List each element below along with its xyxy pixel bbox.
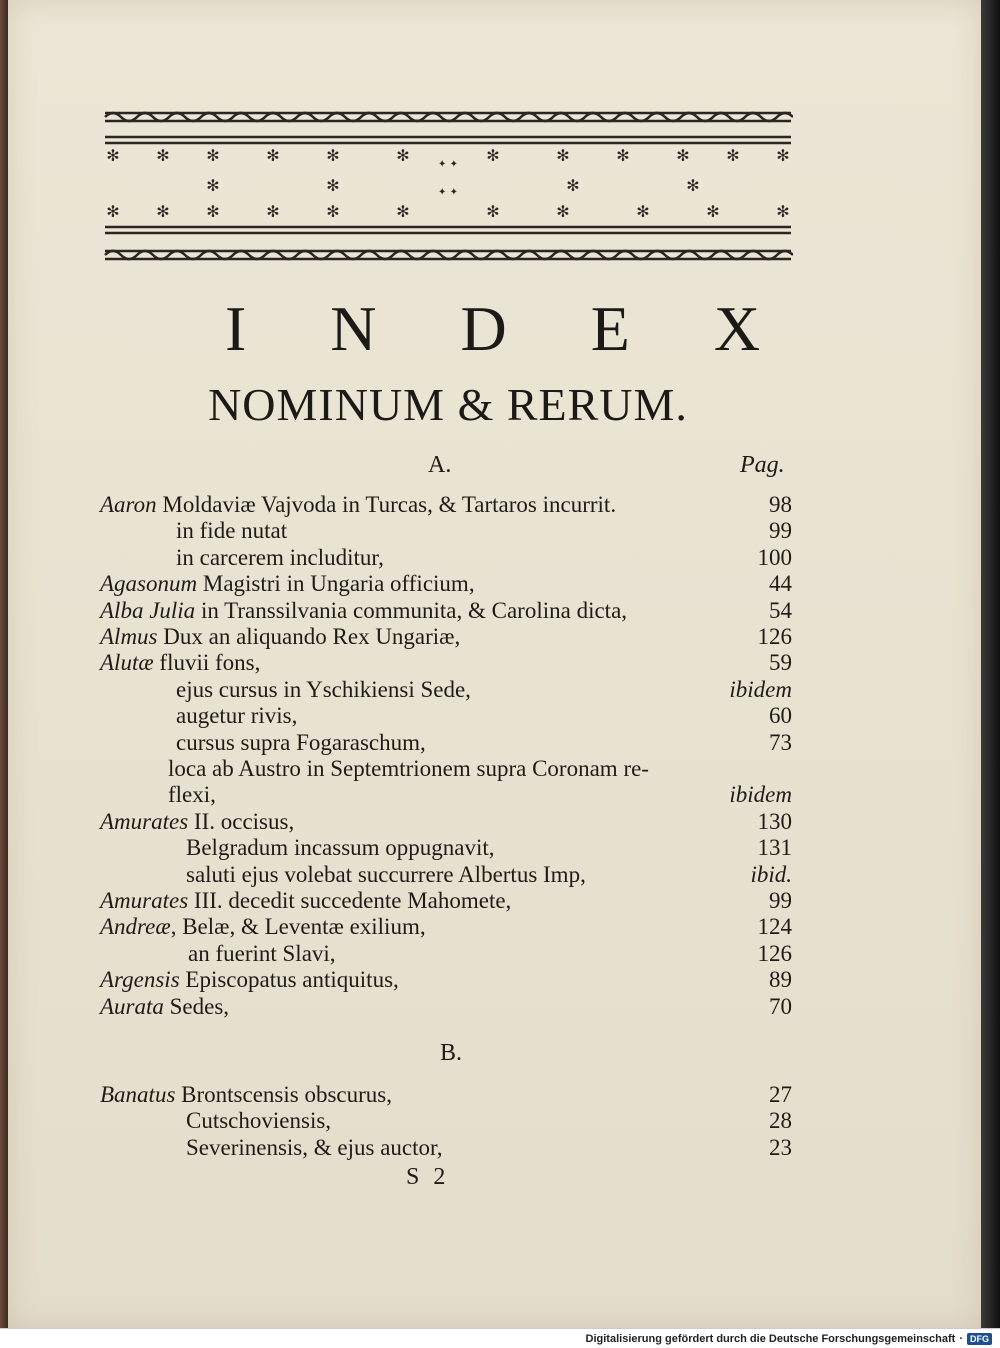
- svg-text:✻: ✻: [326, 146, 340, 165]
- digitization-credit-bar: Digitalisierung gefördert durch die Deutsche Forschungsgemeinschaft · DFG: [0, 1328, 1000, 1348]
- svg-text:✻: ✻: [326, 176, 340, 195]
- svg-text:✻: ✻: [156, 146, 170, 165]
- entry-text: in carcerem includitur,: [176, 544, 384, 570]
- entry-text: augetur rivis,: [176, 703, 298, 729]
- ornamental-header-band: [103, 105, 793, 265]
- entry-text: Brontscensis obscurus,: [175, 1082, 392, 1107]
- index-entry: [168, 756, 649, 782]
- entry-page-number: 126: [757, 940, 792, 966]
- index-entry: [168, 782, 216, 808]
- entry-page-number: 73: [769, 729, 792, 755]
- page-subtitle: NOMINUM & RERUM.: [208, 379, 688, 430]
- entry-page-number: 130: [757, 808, 792, 834]
- entry-page-number: 44: [769, 571, 792, 597]
- entry-page-number: 124: [757, 914, 792, 940]
- entry-page-number: 99: [769, 518, 792, 544]
- entry-page-number: 89: [769, 967, 792, 993]
- index-entry: [176, 677, 471, 703]
- index-entry: [100, 967, 399, 993]
- index-entry: [186, 1108, 331, 1134]
- entry-keyword: Aaron: [100, 492, 157, 517]
- entry-text: in Transsilvania communita, & Carolina dicta,: [195, 597, 628, 623]
- entry-text: Dux an aliquando Rex Ungariæ,: [157, 624, 461, 649]
- svg-text:✻: ✻: [636, 202, 650, 221]
- svg-text:✻: ✻: [266, 202, 280, 221]
- entry-keyword: Aurata: [100, 993, 164, 1019]
- entry-page-number: 27: [769, 1082, 792, 1107]
- page-edge: [981, 0, 1000, 1328]
- svg-text:✻: ✻: [556, 202, 570, 221]
- svg-text:✦ ✦: ✦ ✦: [438, 159, 458, 170]
- signature-mark: S 2: [406, 1164, 450, 1190]
- page-title: I N D E X: [224, 293, 795, 364]
- index-entry: [176, 730, 426, 756]
- svg-text:✦ ✦: ✦ ✦: [438, 187, 458, 198]
- index-entry: [100, 914, 426, 940]
- entry-text: saluti ejus volebat succurrere Albertus Imp,: [186, 861, 586, 887]
- entry-text: Belgradum incassum oppugnavit,: [186, 835, 495, 861]
- entry-keyword: Argensis: [100, 967, 180, 993]
- svg-text:✻: ✻: [676, 146, 690, 165]
- svg-text:✻: ✻: [556, 146, 570, 165]
- index-entry: [100, 809, 294, 835]
- svg-text:✻: ✻: [266, 146, 280, 165]
- entry-page-number: 23: [769, 1134, 792, 1160]
- entry-keyword: Amurates: [100, 888, 189, 913]
- index-entry: [176, 518, 287, 544]
- entry-text: an fuerint Slavi,: [188, 940, 336, 966]
- entry-text: Magistri in Ungaria officium,: [197, 571, 475, 597]
- entry-text: Sedes,: [163, 993, 230, 1019]
- index-entry: [100, 994, 229, 1020]
- entry-text: flexi,: [168, 782, 216, 808]
- index-entry: [100, 624, 460, 650]
- index-entry: [186, 862, 586, 888]
- index-entry: [186, 835, 495, 861]
- entry-text: Cutschoviensis,: [186, 1108, 332, 1134]
- svg-text:✻: ✻: [706, 202, 720, 221]
- scanned-page: [8, 0, 981, 1328]
- entry-page-number: 60: [769, 703, 792, 729]
- entry-keyword: Almus: [100, 624, 158, 649]
- svg-text:✻: ✻: [566, 176, 580, 195]
- entry-keyword: Banatus: [100, 1082, 176, 1107]
- entry-text: ejus cursus in Yschikiensi Sede,: [176, 676, 471, 702]
- entry-page-number: 99: [769, 888, 792, 913]
- index-entry: [100, 571, 475, 597]
- pag-column-header: Pag.: [740, 452, 785, 478]
- entry-text: II. occisus,: [188, 808, 295, 834]
- index-entry: [176, 545, 384, 571]
- svg-text:✻: ✻: [206, 146, 220, 165]
- svg-text:✻: ✻: [106, 202, 120, 221]
- book-spine: [0, 0, 8, 1328]
- svg-text:✻: ✻: [776, 202, 790, 221]
- index-entry: [100, 888, 511, 914]
- entry-page-number: ibid.: [750, 861, 792, 887]
- entry-text: Severinensis, & ejus auctor,: [186, 1134, 443, 1160]
- svg-text:✻: ✻: [686, 176, 700, 195]
- entry-page-number: 131: [757, 835, 792, 861]
- credit-text: Digitalisierung gefördert durch die Deutsche Forschungsgemeinschaft: [585, 1332, 956, 1345]
- entry-text: in fide nutat: [176, 518, 288, 544]
- entry-text: loca ab Austro in Septemtrionem supra Coronam re-: [168, 756, 649, 781]
- entry-text: Moldaviæ Vajvoda in Turcas, & Tartaros incurrit.: [156, 492, 617, 517]
- entry-page-number: 28: [769, 1108, 792, 1134]
- entry-text: III. decedit succedente Mahomete,: [188, 888, 512, 913]
- entry-page-number: 126: [757, 624, 792, 649]
- index-entry: [100, 650, 260, 676]
- entry-text: fluvii fons,: [153, 650, 261, 676]
- svg-text:✻: ✻: [486, 202, 500, 221]
- index-entry: [188, 941, 336, 967]
- entry-page-number: ibidem: [729, 782, 792, 808]
- entry-keyword: Amurates: [100, 808, 189, 834]
- index-entry: [100, 492, 616, 518]
- section-letter-b: B.: [440, 1040, 463, 1066]
- entry-text: cursus supra Fogaraschum,: [176, 729, 426, 755]
- entry-page-number: ibidem: [729, 676, 792, 702]
- svg-text:✻: ✻: [616, 146, 630, 165]
- dfg-logo-icon: DFG: [967, 1333, 992, 1345]
- svg-text:✻: ✻: [396, 146, 410, 165]
- entry-keyword: Andreæ: [100, 914, 171, 940]
- entry-text: Episcopatus antiquitus,: [179, 967, 399, 993]
- section-letter-a: A.: [428, 452, 452, 478]
- entry-page-number: 98: [769, 492, 792, 517]
- entry-keyword: Agasonum: [100, 571, 198, 597]
- index-entry: [186, 1135, 443, 1161]
- svg-text:✻: ✻: [206, 176, 220, 195]
- svg-text:✻: ✻: [326, 202, 340, 221]
- svg-text:✻: ✻: [486, 146, 500, 165]
- svg-text:✻: ✻: [396, 202, 410, 221]
- entry-keyword: Alba Julia: [100, 597, 196, 623]
- entry-page-number: 54: [769, 597, 792, 623]
- svg-text:✻: ✻: [106, 146, 120, 165]
- svg-text:✻: ✻: [776, 146, 790, 165]
- entry-page-number: 70: [769, 993, 792, 1019]
- entry-page-number: 59: [769, 650, 792, 676]
- index-entry: [176, 703, 297, 729]
- entry-text: , Belæ, & Leventæ exilium,: [170, 914, 426, 940]
- index-entry: [100, 1082, 392, 1108]
- entry-page-number: 100: [757, 544, 792, 570]
- svg-text:✻: ✻: [726, 146, 740, 165]
- svg-text:✻: ✻: [206, 202, 220, 221]
- svg-text:✻: ✻: [156, 202, 170, 221]
- entry-keyword: Alutæ: [100, 650, 154, 676]
- index-entry: [100, 598, 627, 624]
